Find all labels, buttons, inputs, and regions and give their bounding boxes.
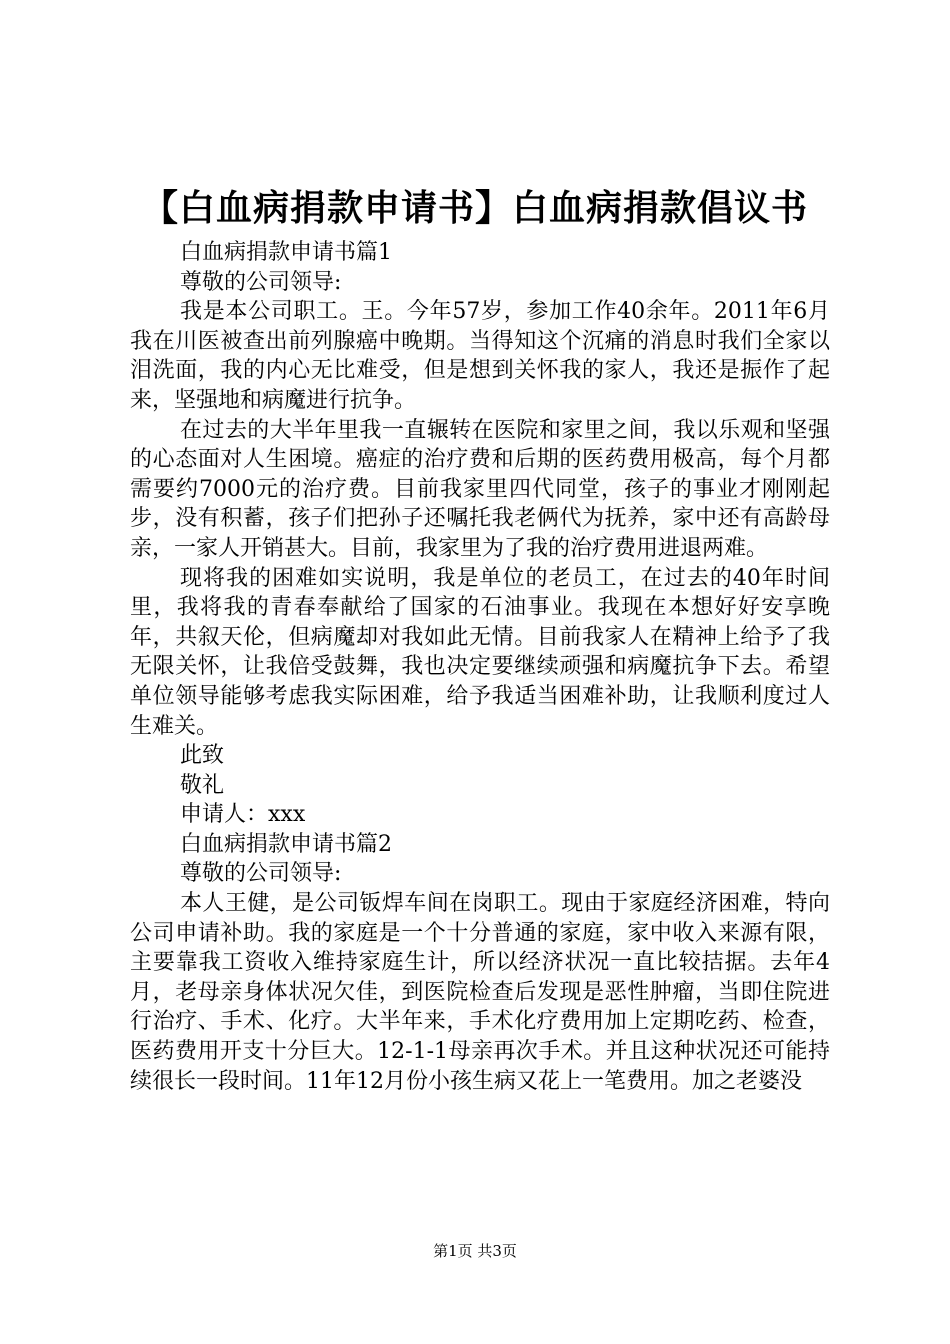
- page-footer: 第1页 共3页: [433, 1242, 517, 1260]
- document-body: [130, 238, 830, 1096]
- body-paragraph: 现将我的困难如实说明，我是单位的老员工，在过去的40年时间里，我将我的青春奉献给了国家的石油事业。我现在本想好好安享晚年，共叙天伦，但病魔却对我如此无情。目前我家人在精神上给予了我无限关怀，让我倍受鼓舞，我也决定要继续顽强和病魔抗争下去。希望单位领导能够考虑我实际困难，给予我适当困难补助，让我顺利度过人生难关。: [130, 565, 830, 739]
- body-paragraph: 本人王健，是公司钣焊车间在岗职工。现由于家庭经济困难，特向公司申请补助。我的家庭是一个十分普通的家庭，家中收入来源有限，主要靠我工资收入维持家庭生计，所以经济状况一直比较拮据。去年4月，老母亲身体状况欠佳，到医院检查后发现是恶性肿瘤，当即住院进行治疗、手术、化疗。大半年来，手术化疗费用加上定期吃药、检查，医药费用开支十分巨大。12-1-1母亲再次手术。并且这种状况还可能持续很长一段时间。11年12月份小孩生病又花上一笔费用。加之老婆没: [130, 891, 830, 1094]
- document-title: 【白血病捐款申请书】白血病捐款倡议书: [141, 188, 808, 229]
- closing-line: 敬礼: [180, 772, 225, 798]
- salutation: 尊敬的公司领导:: [180, 861, 342, 887]
- section-heading: 白血病捐款申请书篇1: [180, 240, 392, 265]
- body-paragraph: 在过去的大半年里我一直辗转在医院和家里之间，我以乐观和坚强的心态面对人生困境。癌症的治疗费和后期的医药费用极高，每个月都需要约7000元的治疗费。目前我家里四代同堂，孩子的事业才刚刚起步，没有积蓄，孩子们把孙子还嘱托我老俩代为抚养，家中还有高龄母亲，一家人开销甚大。目前，我家里为了我的治疗费用进退两难。: [130, 417, 830, 561]
- closing-line: 此致: [180, 743, 225, 769]
- salutation: 尊敬的公司领导:: [180, 269, 342, 295]
- section-heading: 白血病捐款申请书篇2: [180, 831, 392, 857]
- body-paragraph: 我是本公司职工。王。今年57岁，参加工作40余年。2011年6月我在川医被查出前列腺癌中晚期。当得知这个沉痛的消息时我们全家以泪洗面，我的内心无比难受，但是想到关怀我的家人，我还是振作了起来，坚强地和病魔进行抗争。: [130, 299, 830, 413]
- signature-line: 申请人：xxx: [180, 802, 306, 828]
